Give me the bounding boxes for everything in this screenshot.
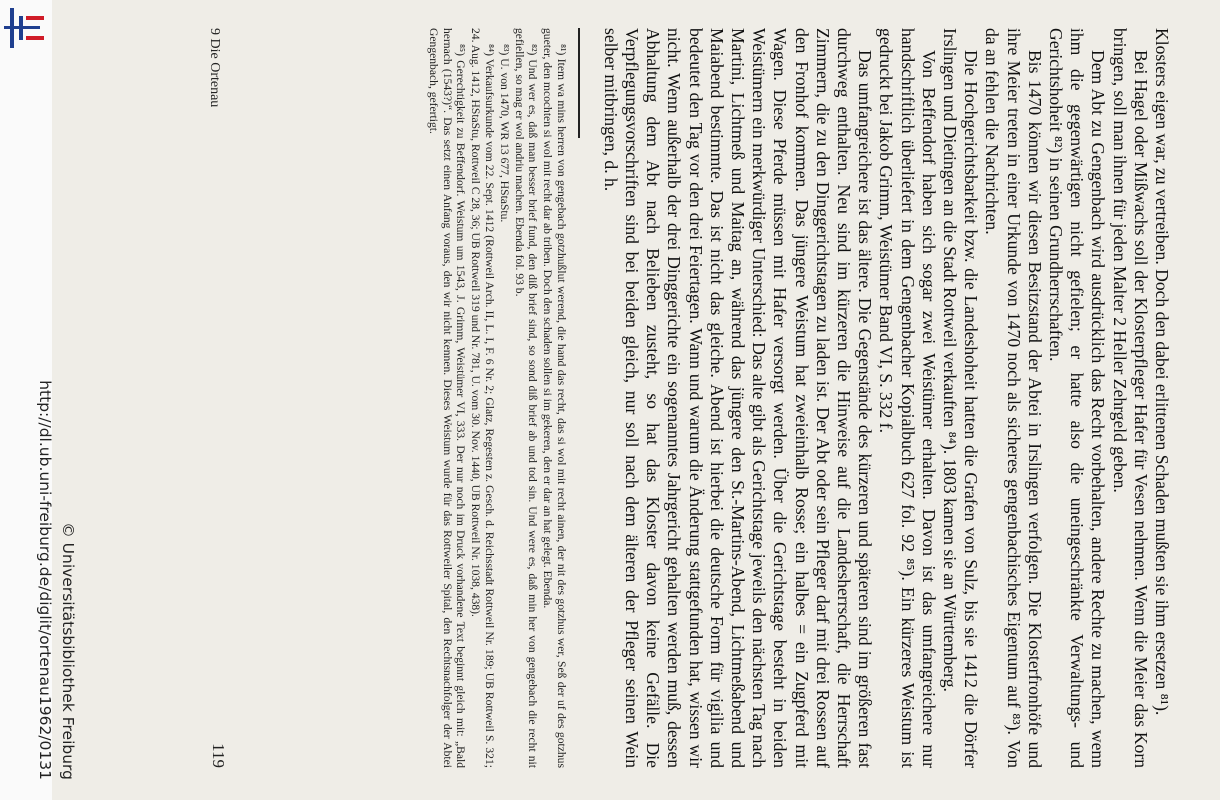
paragraph: Bis 1470 können wir diesen Besitzstand der Abtei in Irslingen verfolgen. Die Klosterfronhöfe und ihre Meier treten in einer Urkunde von 1470 noch als sicheres gengenbachisches Eigentum auf ⁸³). Von da an fehlen die Nachrichten. (982, 28, 1045, 768)
paragraph: Dem Abt zu Gengenbach wird ausdrücklich das Recht vorbehalten, andere Rechte zu machen, wenn ihm die gegenwärtigen nicht gefielen; er hatte also die uneingeschränkte Verwaltungs- und Gerichtshoheit ⁸²) in seinen Grundherrschaften. (1045, 28, 1109, 768)
paragraph: Von Beffendorf haben sich sogar zwei Weistümer erhalten. Davon ist das umfangreichere nur handschriftlich überliefert in dem Gengenbacher Kopialbuch 627 fol. 92 ⁸⁵). Ein kürzeres Weistum ist gedruckt bei Jakob Grimm, Weistümer Band VI, S. 332 f. (876, 28, 939, 768)
paragraph: Das umfangreichere ist das ältere. Die Gegenstände des kürzeren und späteren sind im größeren fast durchweg enthalten. Neu sind im kürzeren die Hinweise auf die Landesherrschaft, die Herrschaft Zimmern, die zu den Dinggerichtstagen zu laden ist. Der Abt oder sein Pfleger darf mit drei Rossen auf den Fronhof kommen. Das jüngere Weistum hat zweieinhalb Rosse; ein halbes = ein Zugpferd mit Wagen. Diese Pferde müssen mit Hafer versorgt werden. Über die Gerichtstage besteht in beiden Weistümern ein merkwürdiger Unterschied: Das alte gibt als Gerichtstage jeweils den nächsten Tag nach Martini, Lichtmeß und Maitag an, während das jüngere den St.-Martins-Abend, Lichtmeßabend und Maiabend bestimmte. Das ist nicht das gleiche. Abend ist hierbei die deutsche Form für vigilia und bedeutet den Tag vor den drei Feiertagen. Wann und warum die Änderung stattgefunden hat, wissen wir nicht. Wenn außerhalb der drei Dinggerichte ein sogenanntes Jahrgericht gehalten werden muß, dessen Abhaltung dem Abt nach Belieben zusteht, so hat das Kloster davon keine Gefälle. Die Verpflegungsvorschriften sind bei beiden gleich, nur soll nach dem älteren der Pfleger seinen Wein selber mitbringen, d. h. (600, 28, 876, 768)
printer-signature: 9 Die Ortenau (207, 28, 222, 108)
footnote: ⁸³) U. von 1470, WR 13 677, HStaStu. (497, 44, 511, 223)
scanned-page (36, 0, 1220, 800)
copyright-label: © Universitätsbibliothek Freiburg (59, 522, 77, 780)
library-logo-icon[interactable] (4, 8, 44, 48)
paragraph: Die Hochgerichtsbarkeit bzw. die Landeshoheit hatten die Grafen von Sulz, bis sie 1412 die Dörfer Irslingen und Dietingen an die Stadt Rottweil verkauften ⁸⁴). 1803 kamen sie an Württemberg. (939, 28, 982, 768)
paragraph: Klosters eigen war, zu vertreiben. Doch den dabei erlittenen Schaden mußten sie ihm ersetzen ⁸¹). (1152, 28, 1172, 716)
footnote: ⁸⁴) Verkaufsurkunde vom 22. Sept. 1412 (Rottweil Arch. II, L. I, F. 6 Nr. 2; Glatz, Regesten z. Gesch. d. Reichsstadt Rottweil Nr. 189; UB Rottweil S. 321; 24. Aug. 1412, HStaStu, Rottweil C 28, 36; UB Rottweil 319 und Nr. 781, U. vom 30. Nov. 1440, UB Rottweil Nr. 1038, 438). (469, 28, 497, 768)
side-label-block (36, 0, 652, 780)
footnote: ⁸¹) Item wa mins herren von gengebach gotzhußlut werend, die hand das recht, das si wol mit recht ainen, der nit des gotzhus wer, Seß der uf des gotzhus gueter, den mcochten si wol mit recht dar ab triben. Doch den schaden sollen si im gekeren, den er dar an hat gelegt. Ebenda. (541, 28, 569, 768)
paragraph: Bei Hagel oder Mißwachs soll der Klosterpfleger Hafer für Vesen nehmen. Wenn die Meier das Korn bringen, soll man ihnen für jeden Malter 2 Heller Zehrgeld geben. (1109, 28, 1151, 768)
footnote: ⁸²) Und wer es, daß man besser brief fund, den diß brief sind, so sond diß brief ab und tod sin. Und were es, daß min her von gengebach die recht nit gefiellen, so mag er wol andriu machen. Ebenda fol. 93 b. (512, 28, 540, 768)
footnote: ⁸⁵) Gerechtigkeit zu Beffendorf. Weistum um 1543, J. Grimm, Weistümer VI, 333. Der nur noch im Druck vorhandene Text beginnt gleich mit: „Bald hernach (1543?)“. Das setzt einen Anfang voraus, den wir nicht kennen. Dieses Weistum wurde für das Rottweiler Spital, den Rechtsnachfolger der Abtei Gengenbach, gefertigt. (426, 28, 468, 768)
page-number: 119 (209, 743, 228, 768)
source-url-link[interactable]: http://dl.ub.uni-freiburg.de/diglit/ortenau1962/0131 (36, 380, 54, 780)
